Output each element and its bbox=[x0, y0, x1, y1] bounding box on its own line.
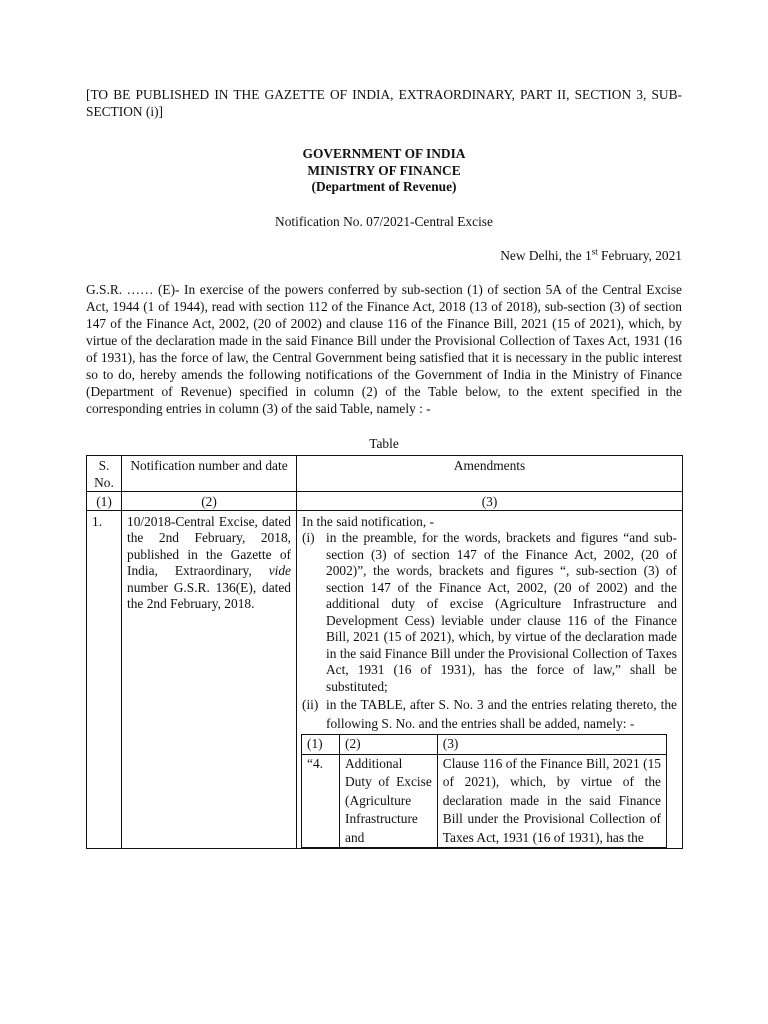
issuing-authority bbox=[86, 146, 682, 196]
table-header-row bbox=[87, 455, 683, 491]
col-number-3: (3) bbox=[297, 491, 683, 510]
row-notification bbox=[122, 510, 297, 849]
notification-number: Notification No. 07/2021-Central Excise bbox=[275, 213, 493, 229]
inner-duty-description: Additional Duty of Excise (Agriculture Infrastructure and bbox=[340, 754, 438, 848]
table-row bbox=[87, 510, 683, 849]
date-ordinal-suffix: st bbox=[591, 246, 598, 257]
row-amendments bbox=[297, 510, 683, 849]
inner-table-row bbox=[302, 754, 667, 848]
inner-col-2: (2) bbox=[340, 735, 438, 755]
column-number-row bbox=[87, 491, 683, 510]
gazette-publication-note: [TO BE PUBLISHED IN THE GAZETTE OF INDIA, EXTRAORDINARY, PART II, SECTION 3, SUB-SECTION (i)] bbox=[86, 87, 682, 119]
org-department: (Department of Revenue) bbox=[311, 179, 457, 194]
inserted-entries-table bbox=[301, 734, 667, 848]
amendments-table bbox=[86, 455, 683, 850]
preamble-paragraph: G.S.R. …… (E)- In exercise of the powers conferred by sub-section (1) of section 5A of the Central Excise Act, 1944 (1 of 1944), read with section 112 of the Finance Act, 2018 (13 of 2018), sub-section (3) of section 147 of the Finance Act, 2002, (20 of 2002) and clause 116 of the Finance Bill, 2021 (15 of 2021), which, by virtue of the declaration made in the said Finance Bill under the Provisional Collection of Taxes Act, 1931 (16 of 1931), has the force of law, the Central Government being satisfied that it is necessary in the public interest so to do, hereby amends the following notifications of the Government of India in the Ministry of Finance (Department of Revenue) specified in column (2) of the Table below, to the extent specified in the corresponding entries in column (3) of the said Table, namely : - bbox=[86, 281, 682, 416]
gazette-notification-page bbox=[86, 86, 682, 849]
table-caption: Table bbox=[369, 435, 399, 451]
date-suffix: February, 2021 bbox=[597, 247, 682, 263]
amendment-item-ii-text: in the TABLE, after S. No. 3 and the entries relating thereto, the following S. No. and the entries shall be added, namely: - bbox=[326, 697, 677, 731]
org-government: GOVERNMENT OF INDIA bbox=[302, 146, 466, 161]
amendment-item-i-text: in the preamble, for the words, brackets and figures “and sub-section (3) of section 147 of the Finance Act, 2002, (20 of 2002)”, the words, brackets and figures “, sub-section (3) of section 147 of the Finance Act, 2002, (20 of 2002) and the additional duty of excise (Agriculture Infrastructure and Development Cess) leviable under clause 116 of the Finance Bill, 2021 (15 of 2021), which, by virtue of the declaration made in the said Finance Bill under the Provisional Collection of Taxes Act, 1931 (16 of 1931), has the force of law,” shall be substituted; bbox=[326, 530, 677, 694]
notification-vide: vide bbox=[268, 563, 291, 578]
date-prefix: New Delhi, the 1 bbox=[500, 247, 592, 263]
inner-col-1: (1) bbox=[302, 735, 340, 755]
amendment-intro: In the said notification, - bbox=[302, 513, 435, 529]
header-sno: S. No. bbox=[87, 455, 122, 491]
inner-header-row bbox=[302, 735, 667, 755]
inner-col-3: (3) bbox=[437, 735, 666, 755]
col-number-2: (2) bbox=[122, 491, 297, 510]
amendment-item-ii-mark: (ii) bbox=[302, 697, 319, 712]
notification-text-b: number G.S.R. 136(E), dated the 2nd February, 2018. bbox=[127, 579, 291, 611]
inner-legal-basis: Clause 116 of the Finance Bill, 2021 (15 of 2021), which, by virtue of the declaration made in the said Finance Bill under the Provisional Collection of Taxes Act, 1931 (16 of 1931), has the bbox=[437, 754, 666, 848]
notification-text-a: 10/2018-Central Excise, dated the 2nd February, 2018, published in the Gazette of India, Extraordinary, bbox=[127, 513, 291, 578]
inner-sno: “4. bbox=[302, 754, 340, 848]
col-number-1: (1) bbox=[87, 491, 122, 510]
amendment-item-i bbox=[302, 530, 677, 695]
org-ministry: MINISTRY OF FINANCE bbox=[307, 162, 461, 178]
amendment-item-ii bbox=[302, 695, 677, 733]
header-amendments: Amendments bbox=[297, 455, 683, 491]
header-notification: Notification number and date bbox=[122, 455, 297, 491]
notification-date bbox=[86, 247, 682, 264]
row-sno: 1. bbox=[87, 510, 122, 849]
amendment-item-i-mark: (i) bbox=[302, 530, 315, 545]
